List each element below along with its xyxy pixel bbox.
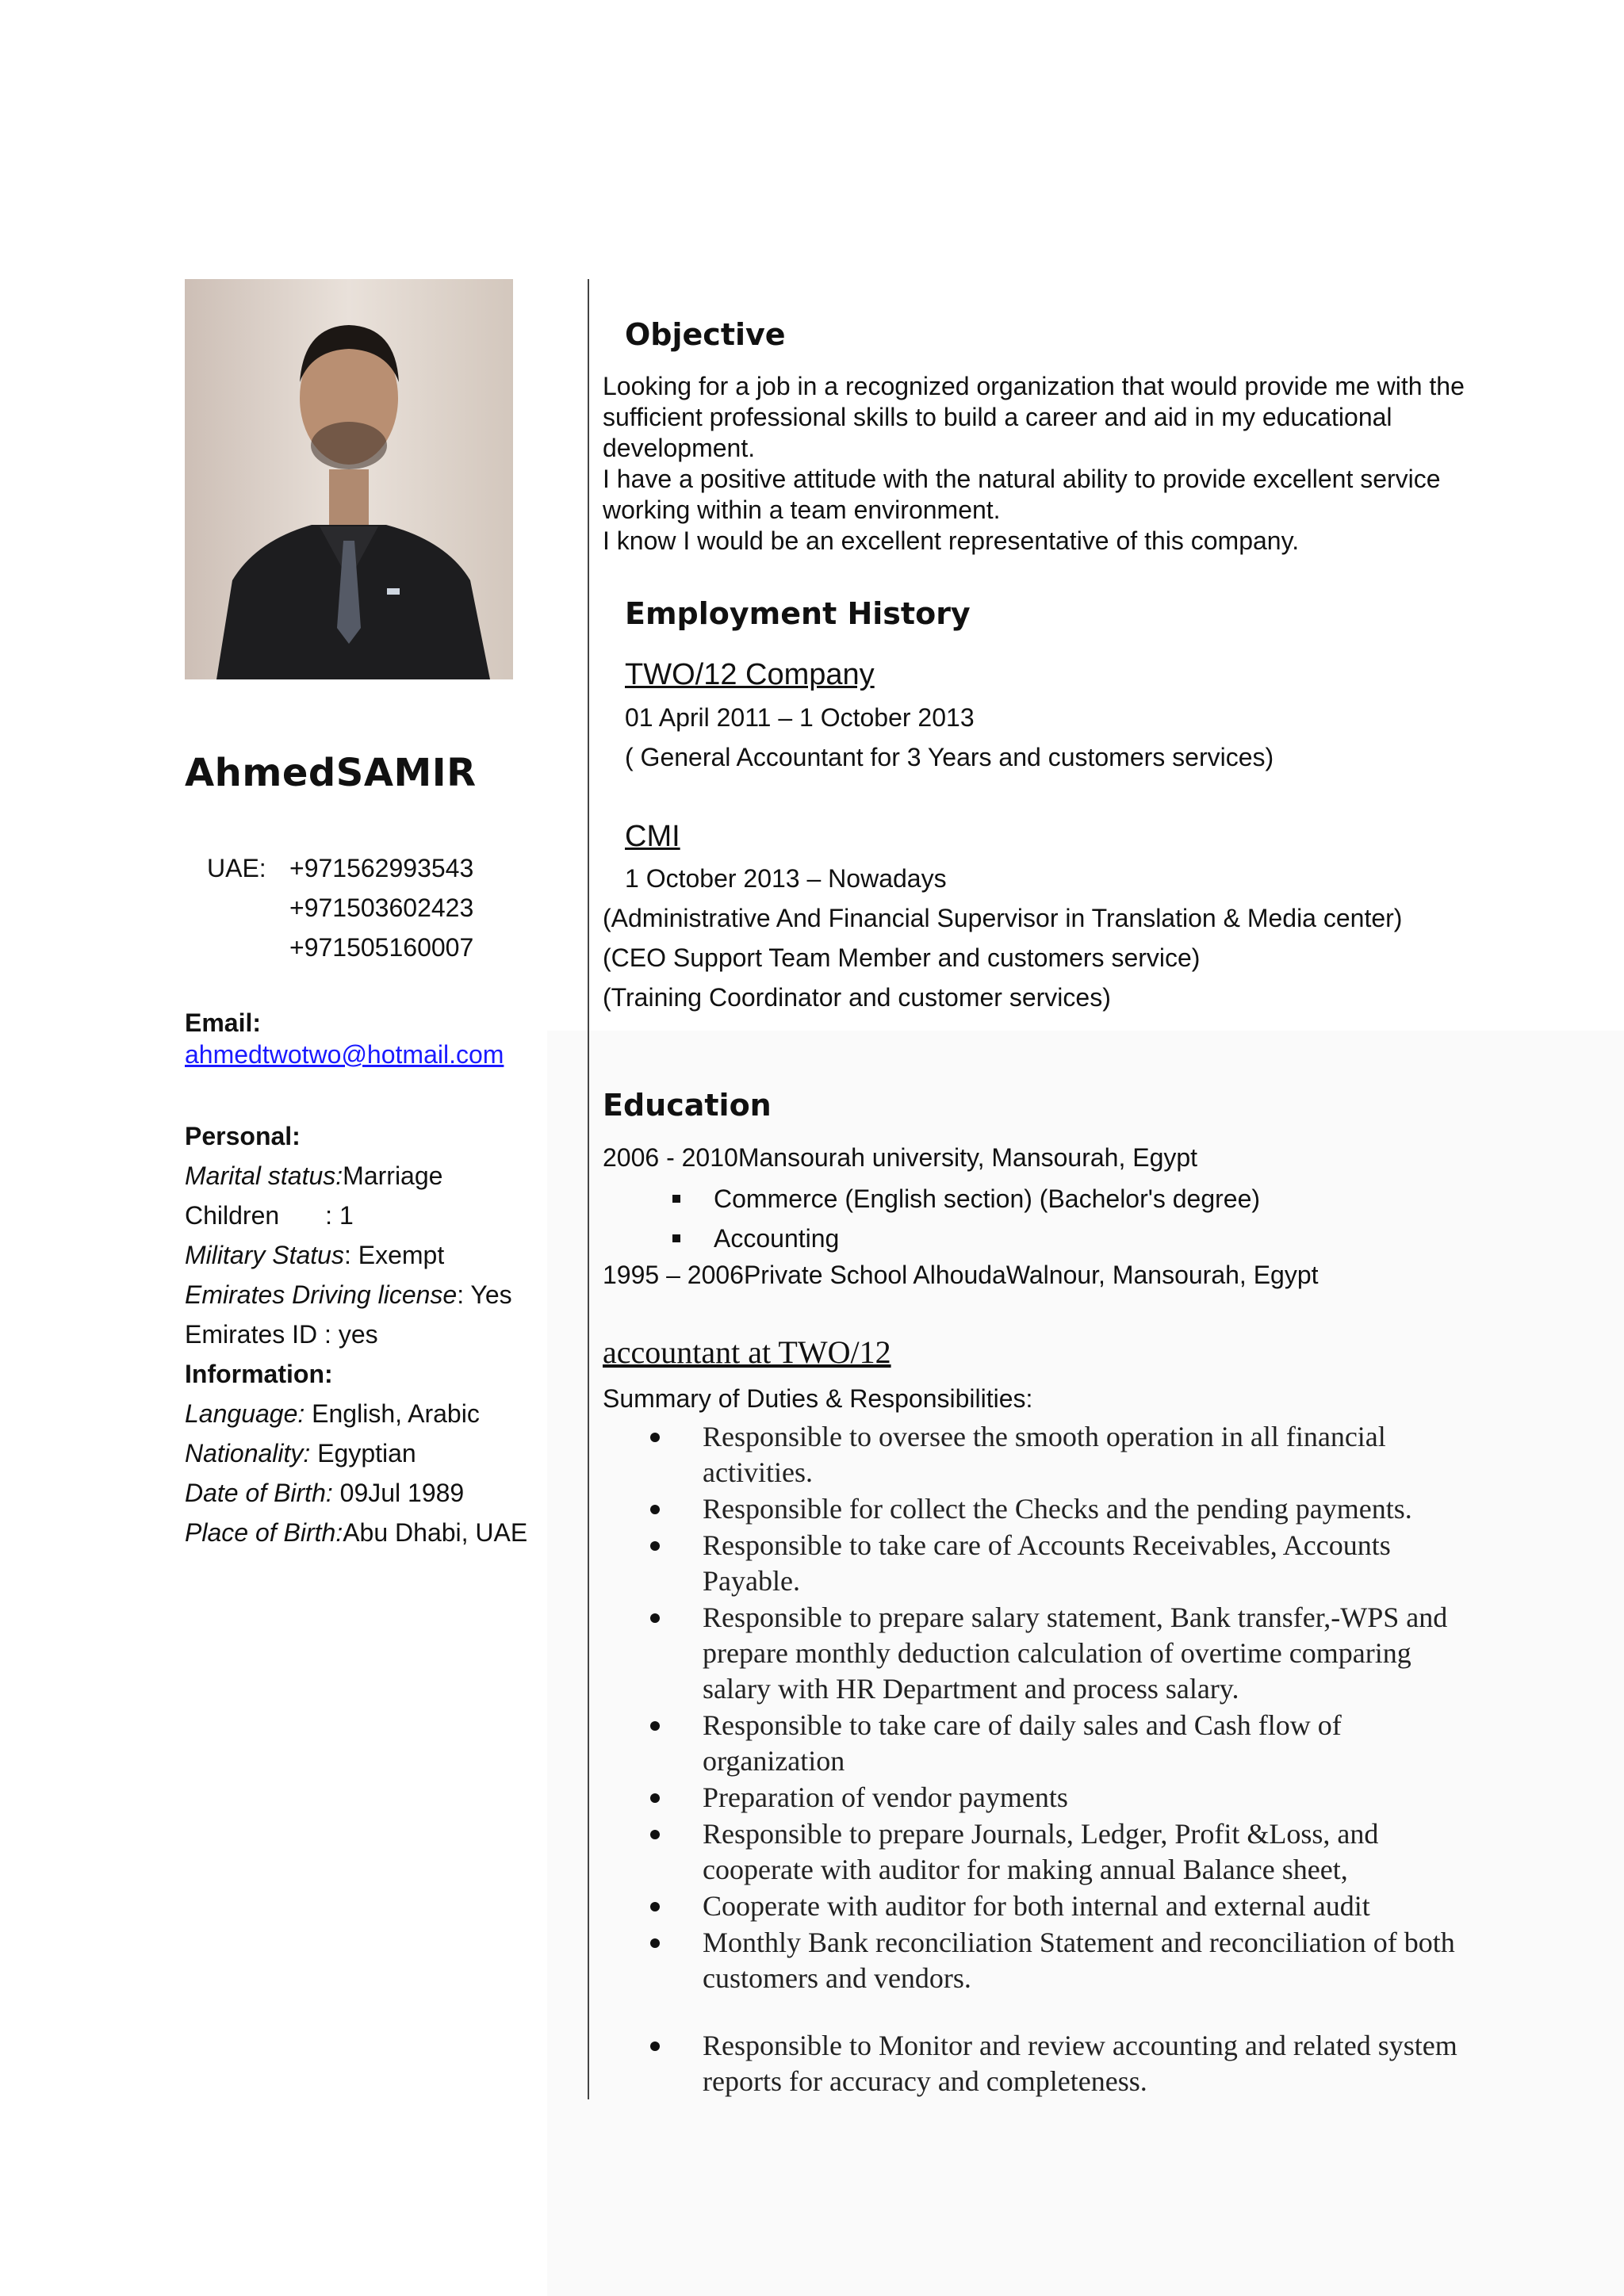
education-entry: 1995 – 2006Private School AlhoudaWalnour, Mansourah, Egypt xyxy=(603,1261,1319,1289)
phone-number: +971505160007 xyxy=(289,933,474,962)
email-label: Email: xyxy=(185,1008,262,1037)
list-item: Responsible to Monitor and review accounting and related system reports for accuracy and completeness. xyxy=(650,2028,1586,2099)
list-item: Cooperate with auditor for both internal and external audit xyxy=(650,1888,1586,1924)
objective-text: Looking for a job in a recognized organization that would provide me with the sufficient professional skills to build a career and aid in my educational development. I have a positive attitude with the natural ability to provide excellent service working within a team environment. I know I would be an excellent representative of this company. xyxy=(603,372,1465,555)
emirates-id: Emirates ID : yes xyxy=(185,1320,378,1349)
military-status: Military Status: Exempt xyxy=(185,1241,445,1269)
job1-dates: 01 April 2011 – 1 October 2013 xyxy=(625,703,975,732)
job2-role: (Training Coordinator and customer services) xyxy=(603,983,1111,1012)
nationality: Nationality: Egyptian xyxy=(185,1439,416,1468)
personal-heading: Personal: xyxy=(185,1122,301,1150)
education-heading: Education xyxy=(603,1088,772,1123)
job1-role: ( General Accountant for 3 Years and customers services) xyxy=(625,743,1274,771)
marital-status: Marital status:Marriage xyxy=(185,1161,443,1190)
job2-role: (Administrative And Financial Supervisor in Translation & Media center) xyxy=(603,904,1403,932)
phone-number: +971503602423 xyxy=(289,894,474,922)
list-item: Monthly Bank reconciliation Statement and reconciliation of both customers and vendors. xyxy=(650,1925,1586,1996)
job2-dates: 1 October 2013 – Nowadays xyxy=(625,864,947,893)
list-item: Responsible to take care of Accounts Receivables, Accounts Payable. xyxy=(650,1528,1586,1599)
list-item: Responsible for collect the Checks and the pending payments. xyxy=(650,1491,1586,1527)
information-heading: Information: xyxy=(185,1360,333,1388)
employment-heading: Employment History xyxy=(625,596,971,631)
column-divider xyxy=(588,279,589,2099)
list-item: Preparation of vendor payments xyxy=(650,1780,1586,1816)
list-item: Responsible to prepare Journals, Ledger, Profit &Loss, and cooperate with auditor for making annual Balance sheet, xyxy=(650,1816,1586,1888)
profile-photo xyxy=(185,279,513,679)
phone-numbers xyxy=(207,848,473,967)
duties-heading: accountant at TWO/12 xyxy=(603,1334,891,1370)
language: Language: English, Arabic xyxy=(185,1399,480,1428)
education-subjects xyxy=(672,1179,1260,1258)
objective-heading: Objective xyxy=(625,317,786,352)
education-entry: 2006 - 2010Mansourah university, Mansourah, Egypt xyxy=(603,1143,1198,1172)
phone-number: +971562993543 xyxy=(289,854,474,882)
email-link[interactable]: ahmedtwotwo@hotmail.com xyxy=(185,1040,504,1069)
list-item: Responsible to take care of daily sales and Cash flow of organization xyxy=(650,1708,1586,1779)
date-of-birth: Date of Birth: 09Jul 1989 xyxy=(185,1479,465,1507)
phone-label: UAE: xyxy=(207,854,266,882)
duties-summary: Summary of Duties & Responsibilities: xyxy=(603,1384,1033,1413)
job1-company: TWO/12 Company xyxy=(625,658,875,691)
list-item: Responsible to oversee the smooth operation in all financial activities. xyxy=(650,1419,1586,1490)
job2-company: CMI xyxy=(625,820,680,853)
information-section xyxy=(185,1354,527,1552)
duties-list xyxy=(650,1419,1586,2100)
email-block xyxy=(185,1007,504,1070)
driving-license: Emirates Driving license: Yes xyxy=(185,1280,512,1309)
job2-role: (CEO Support Team Member and customers service) xyxy=(603,943,1201,972)
list-item: Responsible to prepare salary statement, Bank transfer,-WPS and prepare monthly deduction calculation of overtime comparing salary with HR Department and process salary. xyxy=(650,1600,1586,1707)
personal-section xyxy=(185,1116,512,1354)
list-item: Accounting xyxy=(672,1219,1260,1258)
place-of-birth: Place of Birth:Abu Dhabi, UAE xyxy=(185,1518,528,1547)
candidate-name: AhmedSAMIR xyxy=(185,751,477,795)
children: Children : 1 xyxy=(185,1201,354,1230)
list-item: Commerce (English section) (Bachelor's degree) xyxy=(672,1179,1260,1219)
